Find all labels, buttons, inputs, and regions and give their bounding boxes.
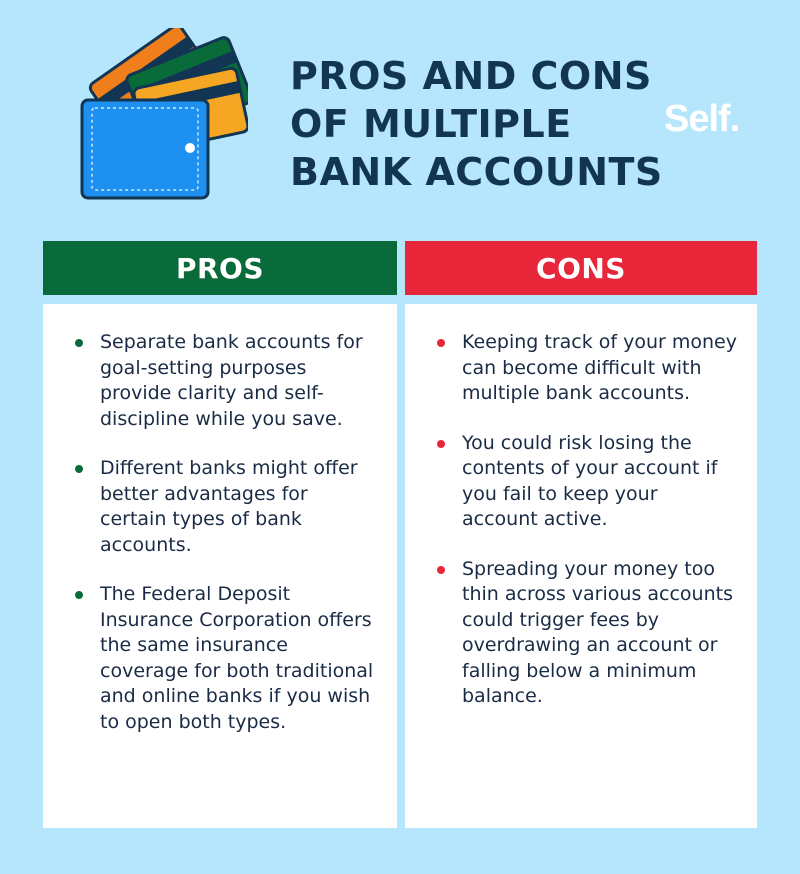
title-line-3: BANK ACCOUNTS <box>290 150 663 194</box>
list-item <box>437 431 737 533</box>
bullet-dot-icon <box>75 339 83 347</box>
cons-item-text: Keeping track of your money can become difficult with multiple bank accounts. <box>462 331 737 404</box>
bullet-dot-icon <box>437 566 445 574</box>
pros-item-text: Separate bank accounts for goal-setting purposes provide clarity and self-discipline while you save. <box>100 331 363 430</box>
title-line-2: OF MULTIPLE <box>290 102 572 146</box>
page-title <box>290 52 663 196</box>
bullet-dot-icon <box>437 339 445 347</box>
pros-item-text: Different banks might offer better advantages for certain types of bank accounts. <box>100 457 358 556</box>
cons-panel <box>405 304 757 828</box>
cons-item-text: Spreading your money too thin across various accounts could trigger fees by overdrawing an account or falling below a minimum balance. <box>462 557 733 707</box>
bullet-dot-icon <box>75 591 83 599</box>
cons-list <box>437 330 737 734</box>
pros-item-text: The Federal Deposit Insurance Corporation offers the same insurance coverage for both traditional and online banks if you wish to open both types. <box>100 583 374 733</box>
bullet-dot-icon <box>437 440 445 448</box>
pros-header: PROS <box>43 241 397 295</box>
list-item <box>437 330 737 407</box>
list-item <box>75 456 375 558</box>
pros-list <box>75 330 375 759</box>
list-item <box>75 582 375 735</box>
cons-header: CONS <box>405 241 757 295</box>
title-line-1: PROS AND CONS <box>290 54 652 98</box>
self-logo: Self. <box>664 98 740 140</box>
pros-panel <box>43 304 397 828</box>
list-item <box>75 330 375 432</box>
bullet-dot-icon <box>75 465 83 473</box>
cons-item-text: You could risk losing the contents of your account if you fail to keep your account active. <box>462 431 718 530</box>
wallet-with-cards-icon <box>78 28 248 208</box>
list-item <box>437 557 737 710</box>
